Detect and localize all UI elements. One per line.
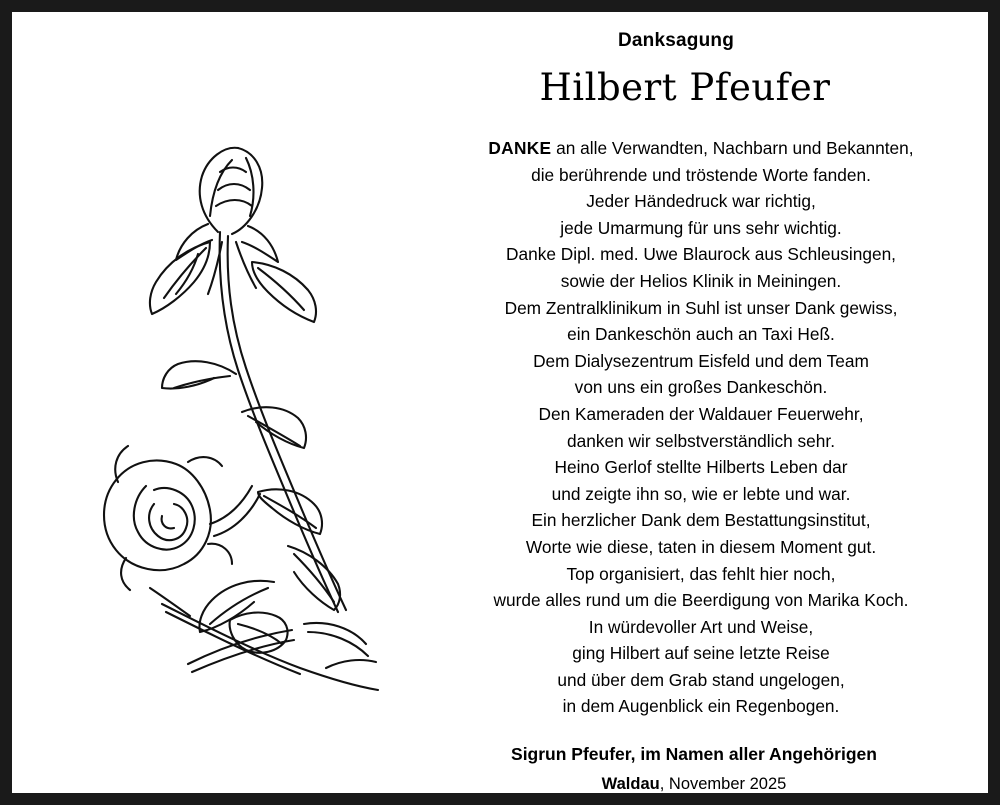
page-inner-border [10, 10, 990, 795]
page-content [12, 12, 988, 793]
poem-line: die berührende und tröstende Worte fanden. [531, 164, 871, 185]
poem-line: Worte wie diese, taten in diesem Moment gut. [525, 536, 877, 557]
poem-line: ein Dankeschön auch an Taxi Heß. [567, 324, 835, 345]
place-name: Waldau [601, 775, 660, 794]
poem-lead-word: DANKE [488, 138, 552, 158]
poem-lead-rest: an alle Verwandten, Nachbarn und Bekannten, [551, 138, 914, 158]
poem-line: Den Kameraden der Waldauer Feuerwehr, [538, 403, 864, 424]
poem-line: Dem Zentralklinikum in Suhl ist unser Dank gewiss, [504, 297, 898, 318]
date-text: , November 2025 [659, 775, 787, 794]
poem-line: jede Umarmung für uns sehr wichtig. [560, 217, 842, 238]
poem-line: ging Hilbert auf seine letzte Reise [572, 643, 830, 664]
signature-line: Sigrun Pfeufer, im Namen aller Angehörigen [511, 744, 877, 765]
rose-line-drawing-icon [42, 112, 402, 692]
poem-line: Ein herzlicher Dank dem Bestattungsinstitut, [531, 510, 871, 531]
poem-line: und über dem Grab stand ungelogen, [557, 669, 845, 690]
artwork-column [12, 12, 412, 793]
poem-line: Danke Dipl. med. Uwe Blaurock aus Schleusingen, [506, 244, 896, 265]
poem-line: Dem Dialysezentrum Eisfeld und dem Team [533, 350, 869, 371]
poem-line: Heino Gerlof stellte Hilberts Leben dar [554, 457, 848, 478]
poem-line: sowie der Helios Klinik in Meiningen. [560, 270, 842, 291]
deceased-name: Hilbert Pfeufer [539, 66, 831, 109]
poem-line: Top organisiert, das fehlt hier noch, [566, 563, 836, 584]
notice-kicker: Danksagung [617, 30, 735, 51]
poem-line: Jeder Händedruck war richtig, [586, 191, 816, 212]
poem-line: in dem Augenblick ein Regenbogen. [562, 696, 840, 717]
poem-body [412, 135, 988, 720]
place-date-line [412, 775, 988, 794]
poem-line [434, 135, 968, 162]
poem-line: In würdevoller Art und Weise, [588, 616, 814, 637]
poem-line: danken wir selbstverständlich sehr. [567, 430, 835, 451]
text-column [412, 12, 988, 793]
poem-line: von uns ein großes Dankeschön. [574, 377, 828, 398]
poem-line: wurde alles rund um die Beerdigung von Marika Koch. [493, 590, 909, 611]
poem-line: und zeigte ihn so, wie er lebte und war. [551, 483, 851, 504]
